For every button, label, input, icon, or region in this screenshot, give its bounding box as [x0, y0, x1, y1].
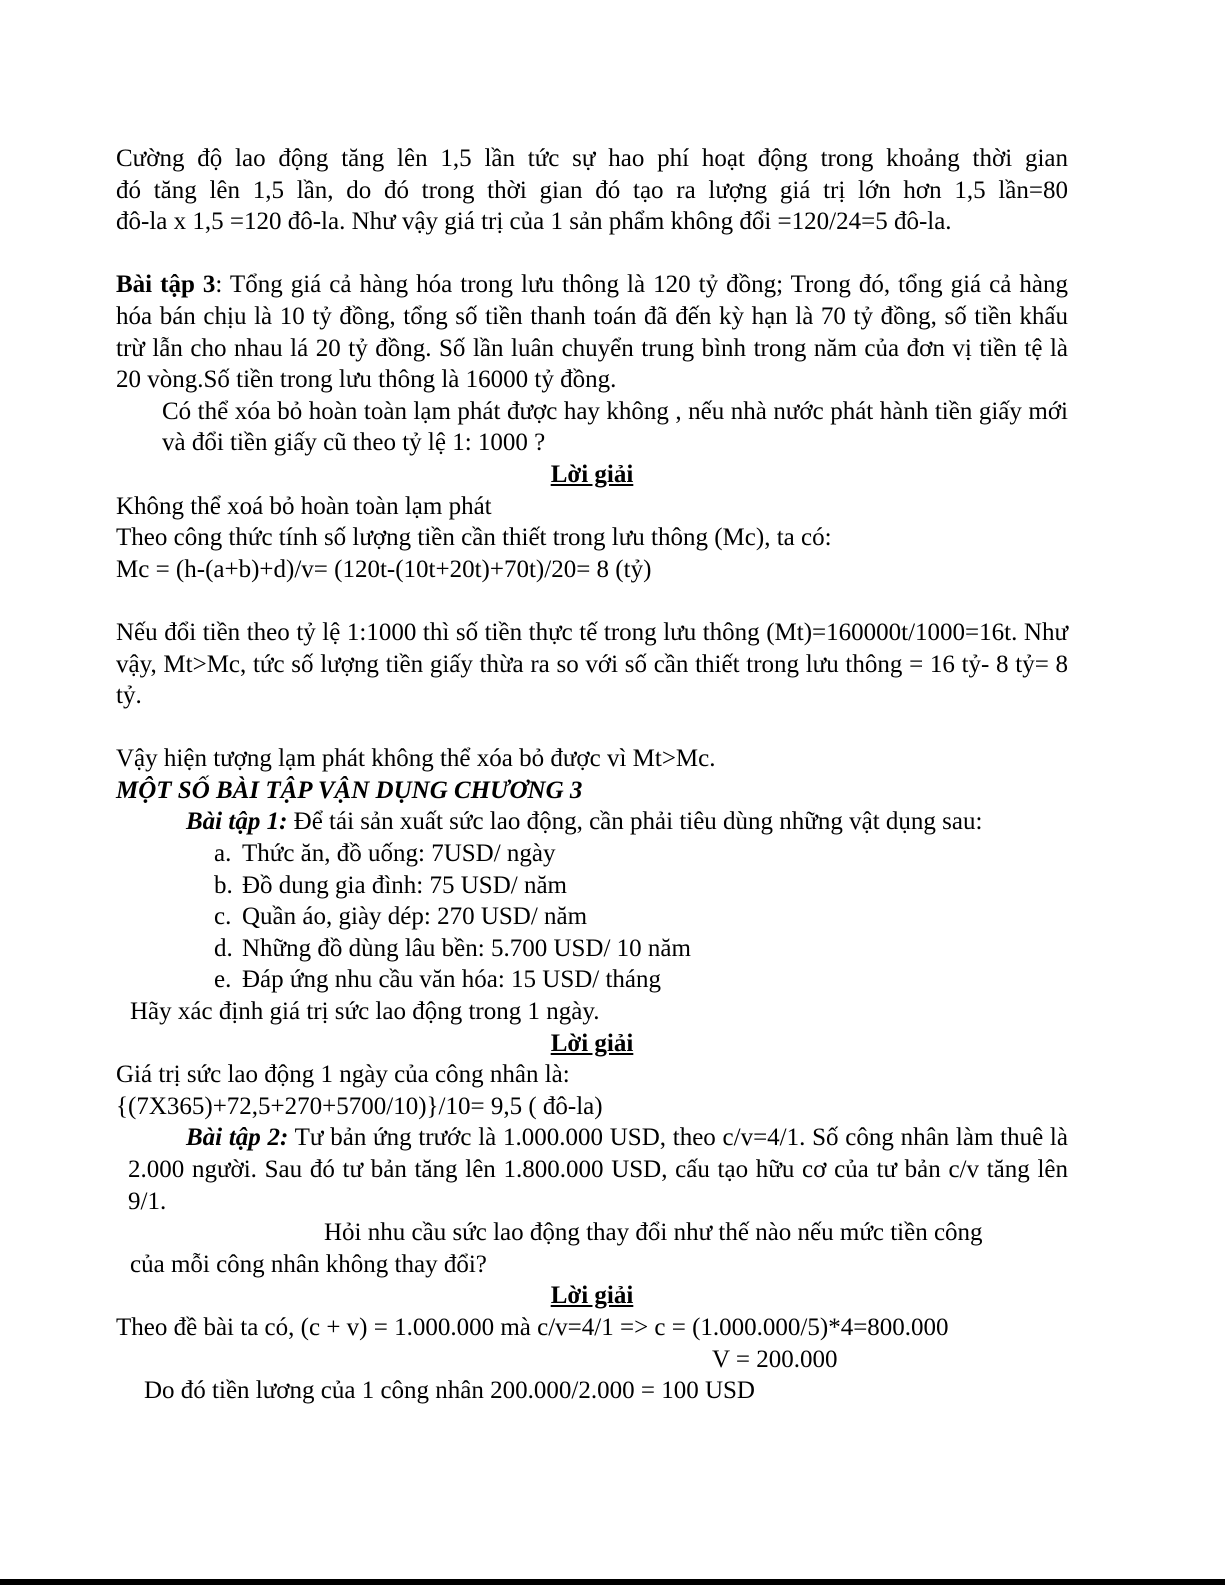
exercise-3-question: Có thể xóa bỏ hoàn toàn lạm phát được hay không , nếu nhà nước phát hành tiền giấy mới và đổi tiền giấy cũ theo tỷ lệ 1: 1000 ?	[162, 397, 1068, 457]
document-page	[116, 143, 1068, 1407]
intro-line-3: đô-la x 1,5 =120 đô-la. Như vậy giá trị của 1 sản phẩm không đổi =120/24=5 đô-la.	[116, 208, 952, 236]
exercise-2-solution-1: Theo đề bài ta có, (c + v) = 1.000.000 mà c/v=4/1 => c = (1.000.000/5)*4=800.000	[116, 1313, 949, 1341]
exercise-3-solution-2: Theo công thức tính số lượng tiền cần thiết trong lưu thông (Mc), ta có:	[116, 524, 832, 552]
section-title: MỘT SỐ BÀI TẬP VẬN DỤNG CHƯƠNG 3	[116, 776, 583, 804]
exercise-1-text: Để tái sản xuất sức lao động, cần phải tiêu dùng những vật dụng sau:	[287, 808, 983, 836]
solution-heading-2: Lời giải	[550, 1282, 634, 1310]
exercise-3-text: : Tổng giá cả hàng hóa trong lưu thông là 120 tỷ đồng; Trong đó, tổng giá cả hàng hóa bán chịu là 10 tỷ đồng, tổng số tiền thanh toán đã đến kỳ hạn là 70 tỷ đồng, số tiền khấu trừ lẫn cho nhau lá 20 tỷ đồng. Số lần luân chuyển trung bình trong năm của đơn vị tiền tệ là 20 vòng.Số tiền trong lưu thông là 16000 tỷ đồng.	[116, 271, 1068, 394]
exercise-3-formula: Mc = (h-(a+b)+d)/v= (120t-(10t+20t)+70t)/20= 8 (tỷ)	[116, 555, 652, 583]
spacer	[116, 712, 1068, 744]
exercise-1-formula: {(7X365)+72,5+270+5700/10)}/10= 9,5 ( đô-la)	[116, 1092, 603, 1120]
list-item: d. Những đồ dùng lâu bền: 5.700 USD/ 10 năm	[214, 934, 691, 962]
exercise-1-statement	[116, 806, 1068, 838]
exercise-2-statement	[116, 1122, 1068, 1217]
exercise-2-text: Tư bản ứng trước là 1.000.000 USD, theo c/v=4/1. Số công nhân làm thuê là 2.000 người. Sau đó tư bản tăng lên 1.800.000 USD, cấu tạo hữu cơ của tư bản c/v tăng lên 9/1.	[128, 1124, 1068, 1215]
exercise-2-solution-3: Do đó tiền lương của 1 công nhân 200.000/2.000 = 100 USD	[144, 1377, 755, 1405]
exercise-1-solution-1: Giá trị sức lao động 1 ngày của công nhân là:	[116, 1061, 570, 1089]
exercise-2-question-1: Hỏi nhu cầu sức lao động thay đổi như thế nào nếu mức tiền công	[324, 1219, 983, 1247]
exercise-3-label: Bài tập 3	[116, 271, 216, 299]
list-item: b. Đồ dung gia đình: 75 USD/ năm	[214, 871, 567, 899]
exercise-2-label: Bài tập 2:	[186, 1124, 289, 1152]
solution-heading-1: Lời giải	[550, 1029, 634, 1057]
intro-line-2: đó tăng lên 1,5 lần, do đó trong thời gian đó tạo ra lượng giá trị lớn hơn 1,5 lần=80	[116, 176, 1068, 204]
spacer	[116, 585, 1068, 617]
consumption-list	[116, 838, 1068, 996]
exercise-3-solution-4: Nếu đổi tiền theo tỷ lệ 1:1000 thì số tiền thực tế trong lưu thông (Mt)=160000t/1000=16t. Như vậy, Mt>Mc, tức số lượng tiền giấy thừa ra so với số cần thiết trong lưu thông = 16 tỷ- 8 tỷ= 8 tỷ.	[116, 618, 1068, 710]
exercise-2-solution-2: V = 200.000	[712, 1345, 838, 1373]
list-item: e. Đáp ứng nhu cầu văn hóa: 15 USD/ tháng	[214, 966, 662, 994]
list-item: c. Quần áo, giày dép: 270 USD/ năm	[214, 903, 588, 931]
list-item: a. Thức ăn, đồ uống: 7USD/ ngày	[214, 840, 556, 868]
exercise-3-conclusion: Vậy hiện tượng lạm phát không thể xóa bỏ được vì Mt>Mc.	[116, 745, 716, 773]
spacer	[116, 238, 1068, 270]
exercise-3-statement	[116, 269, 1068, 395]
solution-heading-3: Lời giải	[550, 460, 634, 488]
page-bottom-border	[0, 1579, 1225, 1585]
exercise-1-question: Hãy xác định giá trị sức lao động trong 1 ngày.	[130, 998, 600, 1026]
exercise-2-question-2: của mỗi công nhân không thay đổi?	[130, 1250, 487, 1278]
exercise-1-label: Bài tập 1:	[186, 808, 288, 836]
exercise-3-solution-1: Không thể xoá bỏ hoàn toàn lạm phát	[116, 492, 492, 520]
intro-line-1: Cường độ lao động tăng lên 1,5 lần tức sự hao phí hoạt động trong khoảng thời gian	[116, 145, 1068, 172]
